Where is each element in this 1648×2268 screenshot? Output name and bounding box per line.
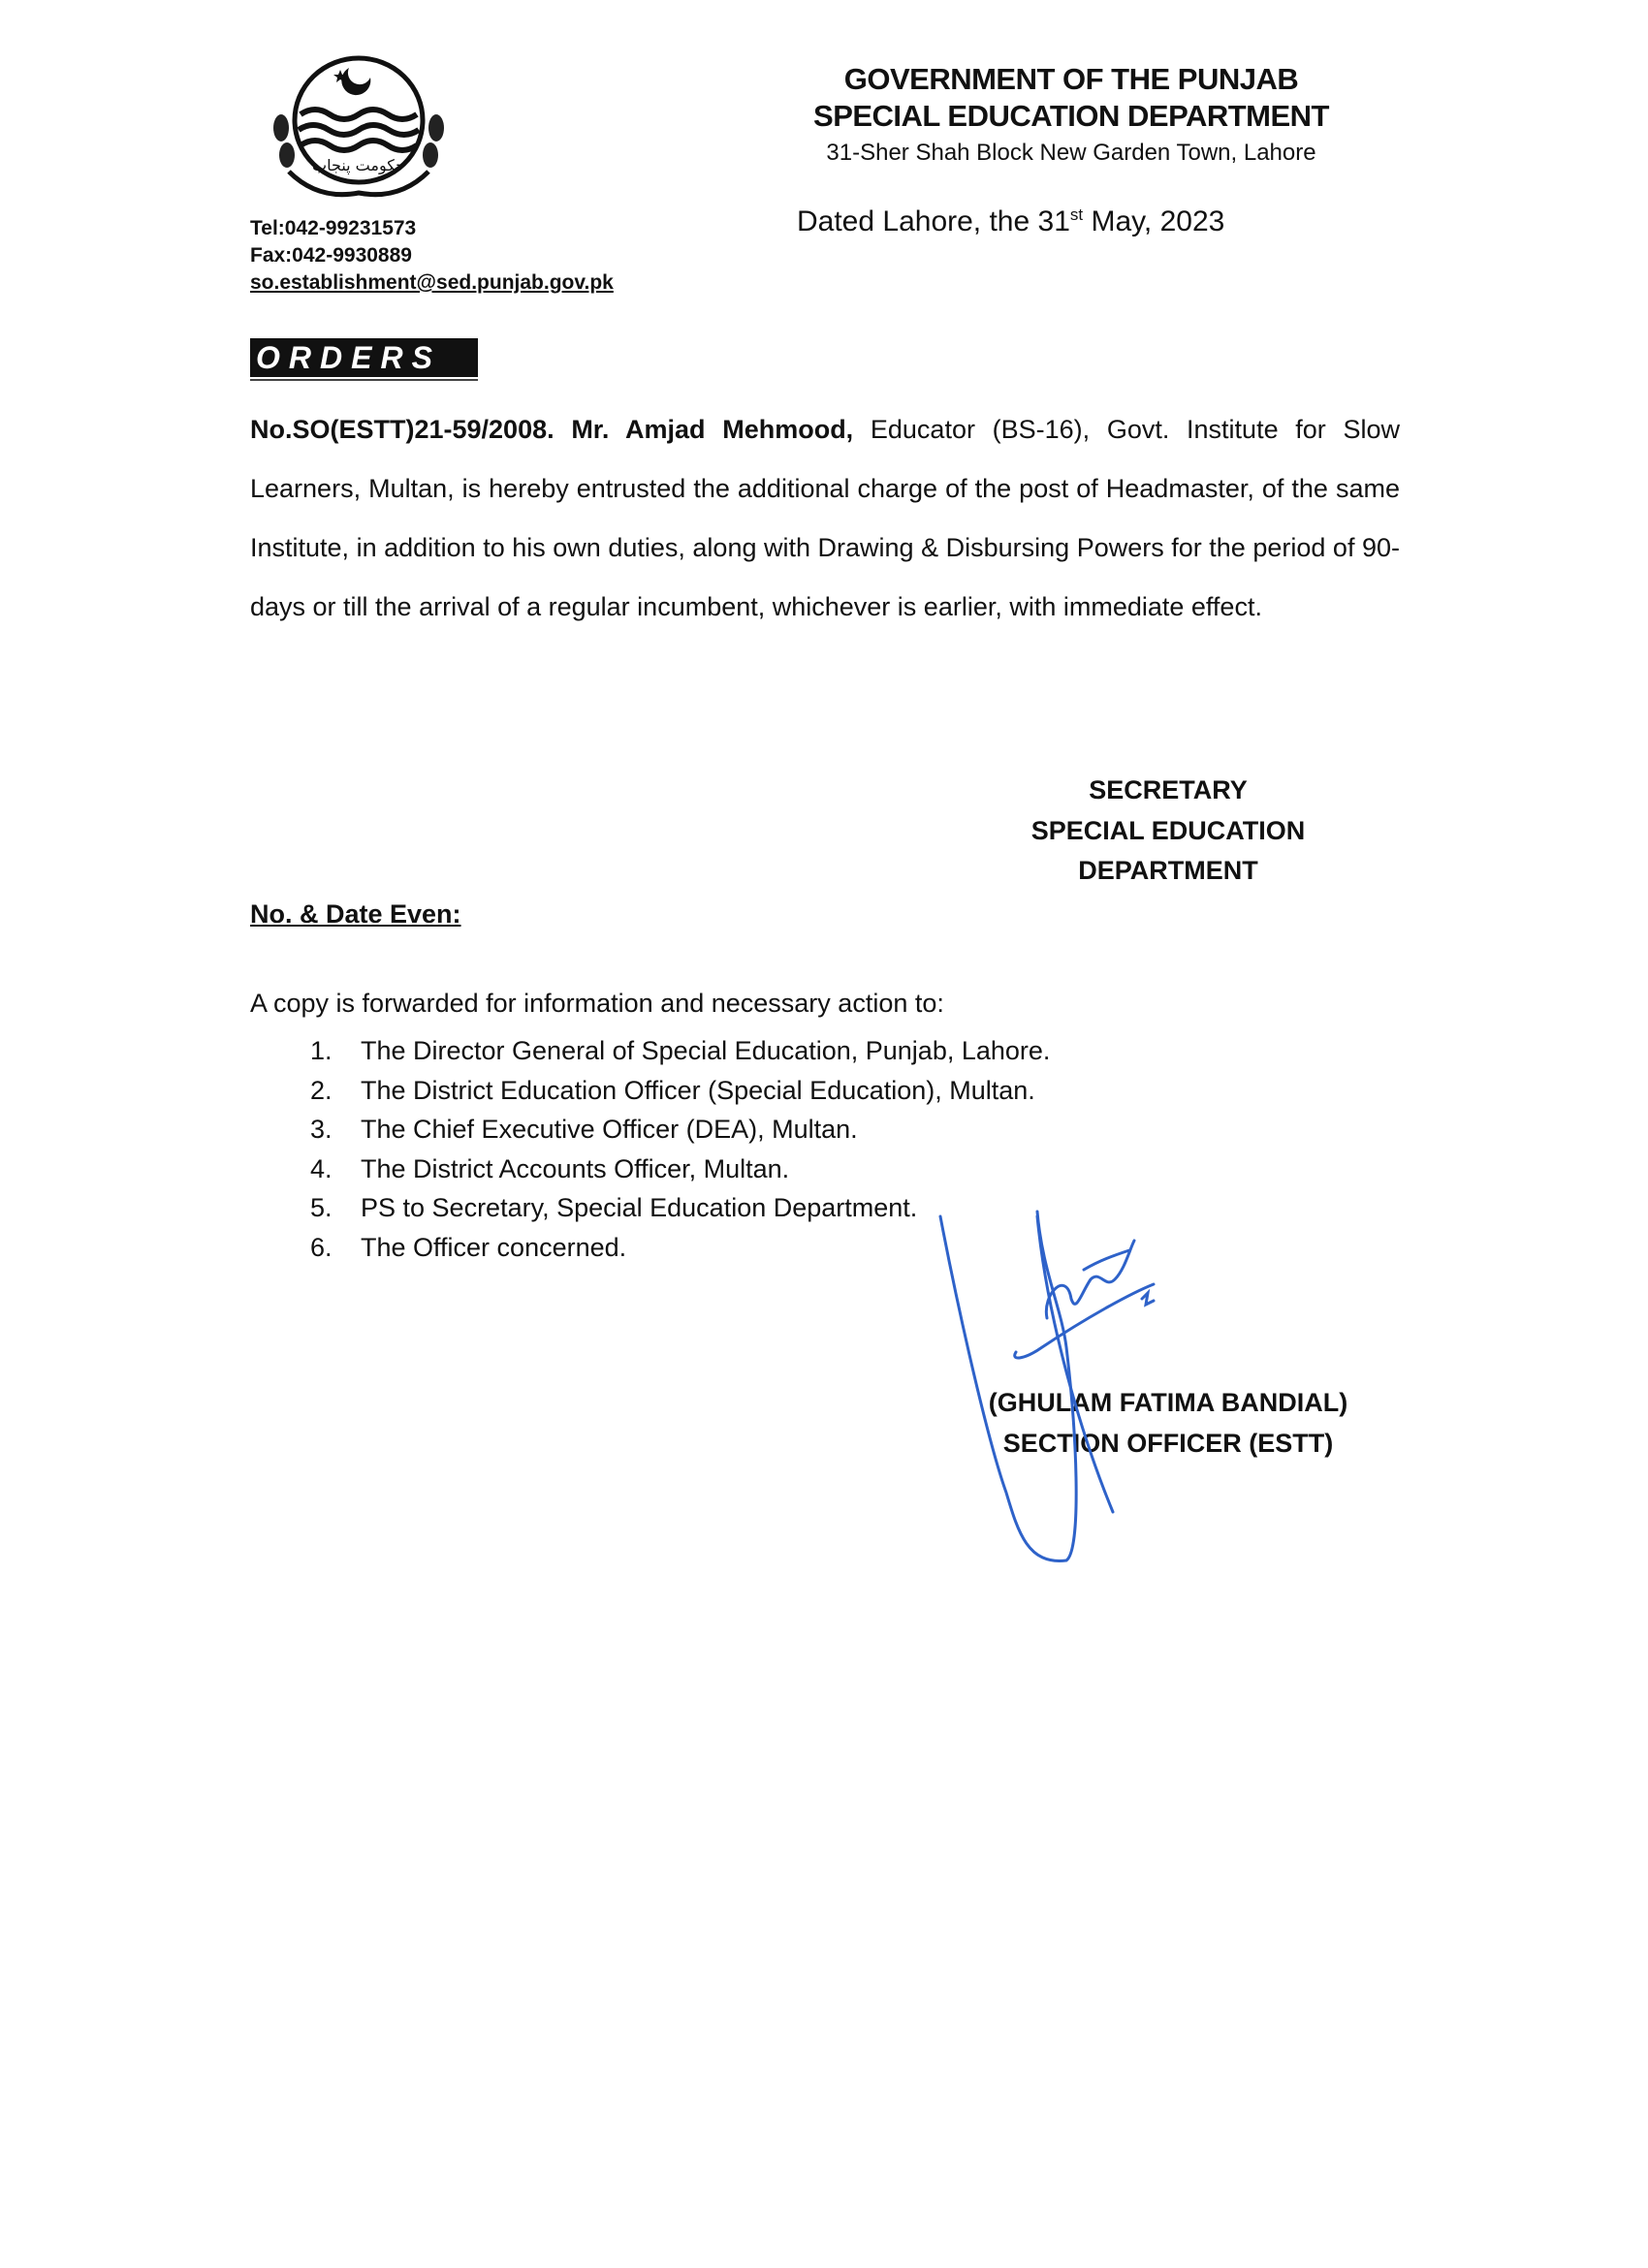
- date-rest: May, 2023: [1083, 205, 1225, 237]
- fax: Fax:042-9930889: [250, 244, 412, 267]
- item-number: 2.: [310, 1075, 333, 1105]
- item-text: The Chief Executive Officer (DEA), Multan.: [361, 1115, 858, 1145]
- secretary-line-3: DEPARTMENT: [1078, 856, 1258, 885]
- list-item: [310, 1110, 1050, 1150]
- copy-intro: A copy is forwarded for information and necessary action to:: [250, 989, 944, 1018]
- item-text: The Officer concerned.: [361, 1232, 627, 1262]
- item-text: The District Education Officer (Special Education), Multan.: [361, 1075, 1035, 1105]
- item-number: 3.: [310, 1115, 333, 1145]
- header-government: GOVERNMENT OF THE PUNJAB: [843, 62, 1299, 96]
- item-number: 5.: [310, 1193, 333, 1223]
- no-date-even: No. & Date Even:: [250, 899, 461, 929]
- handwritten-signature: [921, 1202, 1231, 1580]
- document-date: [797, 205, 1224, 238]
- item-text: The Director General of Special Education, Punjab, Lahore.: [361, 1036, 1051, 1065]
- orders-heading: ORDERS: [250, 338, 478, 377]
- header-address: 31-Sher Shah Block New Garden Town, Lahore: [826, 140, 1316, 166]
- svg-text:حکومت پنجاب: حکومت پنجاب: [312, 156, 405, 174]
- item-number: 1.: [310, 1036, 333, 1065]
- item-number: 6.: [310, 1232, 333, 1262]
- item-text: The District Accounts Officer, Multan.: [361, 1153, 790, 1183]
- secretary-line-2: SPECIAL EDUCATION: [1030, 816, 1306, 845]
- list-item: [310, 1031, 1050, 1071]
- date-prefix: Dated Lahore, the 31: [797, 205, 1070, 237]
- date-ordinal: st: [1069, 205, 1084, 224]
- email-link[interactable]: so.establishment@sed.punjab.gov.pk: [250, 271, 614, 294]
- punjab-government-logo: [260, 50, 459, 205]
- order-paragraph: [250, 400, 1400, 637]
- header-department: SPECIAL EDUCATION DEPARTMENT: [813, 99, 1329, 133]
- orders-underline: [250, 379, 478, 381]
- signatory-title: SECTION OFFICER (ESTT): [1002, 1429, 1334, 1458]
- signatory-name: (GHULAM FATIMA BANDIAL): [988, 1388, 1348, 1417]
- list-item: [310, 1071, 1050, 1111]
- order-text: Educator (BS-16), Govt. Institute for Slow Learners, Multan, is hereby entrusted the additional charge of the post of Headmaster, of the same Institute, in addition to his own duties, along with Drawing & Disbursing Powers for the period of 90-days or till the arrival of a regular incumbent, whichever is earlier, with immediate effect.: [250, 415, 1400, 621]
- order-number: No.SO(ESTT)21-59/2008.: [250, 415, 555, 444]
- list-item: [310, 1150, 1050, 1189]
- officer-name: Mr. Amjad Mehmood,: [571, 415, 854, 444]
- telephone: Tel:042-99231573: [250, 217, 417, 239]
- item-text: PS to Secretary, Special Education Department.: [361, 1193, 918, 1223]
- item-number: 4.: [310, 1153, 333, 1183]
- secretary-line-1: SECRETARY: [1089, 775, 1248, 804]
